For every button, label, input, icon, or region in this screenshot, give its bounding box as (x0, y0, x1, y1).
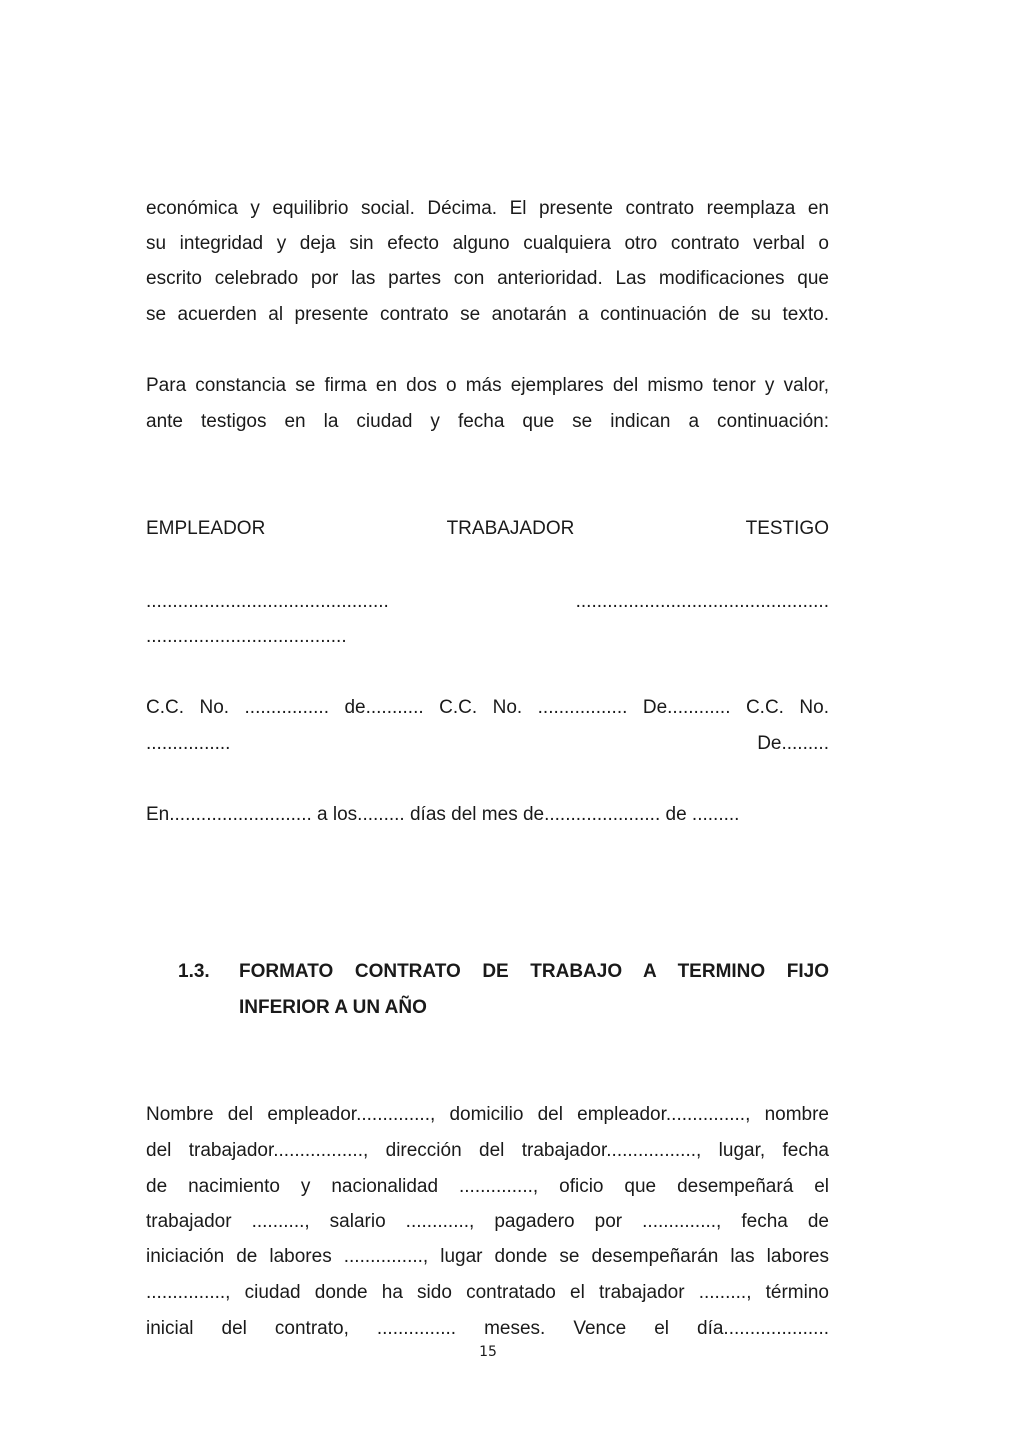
section-title-line-2: INFERIOR A UN AÑO (239, 997, 427, 1018)
paragraph-1-line: su integridad y deja sin efecto alguno cualquiera otro contrato verbal o (146, 233, 829, 254)
paragraph-3-line: inicial del contrato, ............... meses. Vence el día.................... (146, 1318, 829, 1339)
id-line-2-left: ................ (146, 733, 231, 754)
paragraph-3-line: Nombre del empleador.............., domicilio del empleador..............., nombre (146, 1104, 829, 1125)
signature-lines (146, 590, 829, 614)
paragraph-1-line: económica y equilibrio social. Décima. El presente contrato reemplaza en (146, 198, 829, 219)
section-title-line-1: FORMATO CONTRATO DE TRABAJO A TERMINO FIJO (239, 961, 829, 982)
id-line-1: C.C. No. ................ de........... C.C. No. ................. De............ C.C. No. (146, 697, 829, 718)
paragraph-3-line: iniciación de labores ..............., lugar donde se desempeñarán las labores (146, 1246, 829, 1267)
signature-headings (146, 517, 829, 541)
paragraph-2-line: ante testigos en la ciudad y fecha que se indican a continuación: (146, 411, 829, 432)
paragraph-3-line: del trabajador................., dirección del trabajador................., lugar, fecha (146, 1140, 829, 1161)
witness-label: TESTIGO (745, 518, 829, 539)
paragraph-3-line: de nacimiento y nacionalidad .............., oficio que desempeñará el (146, 1176, 829, 1197)
worker-label: TRABAJADOR (446, 518, 575, 539)
paragraph-3-line: trabajador .........., salario ............, pagadero por .............., fecha de (146, 1211, 829, 1232)
paragraph-1-line: se acuerden al presente contrato se anotarán a continuación de su texto. (146, 304, 829, 325)
paragraph-3-line: ..............., ciudad donde ha sido contratado el trabajador ........., término (146, 1282, 829, 1303)
page-number: 15 (479, 1344, 497, 1360)
paragraph-2-line: Para constancia se firma en dos o más ejemplares del mismo tenor y valor, (146, 375, 829, 396)
id-line-2-right: De......... (757, 733, 829, 754)
id-line-2 (146, 732, 829, 756)
employer-label: EMPLEADOR (146, 518, 266, 539)
signature-line-right: ................................................ (575, 591, 829, 612)
paragraph-1-line: escrito celebrado por las partes con anterioridad. Las modificaciones que (146, 268, 829, 289)
signature-line-second: ...................................... (146, 626, 347, 647)
section-number: 1.3. (178, 961, 210, 982)
signature-line-left: .............................................. (146, 591, 389, 612)
date-line: En........................... a los......... días del mes de...................... de ......... (146, 804, 740, 825)
